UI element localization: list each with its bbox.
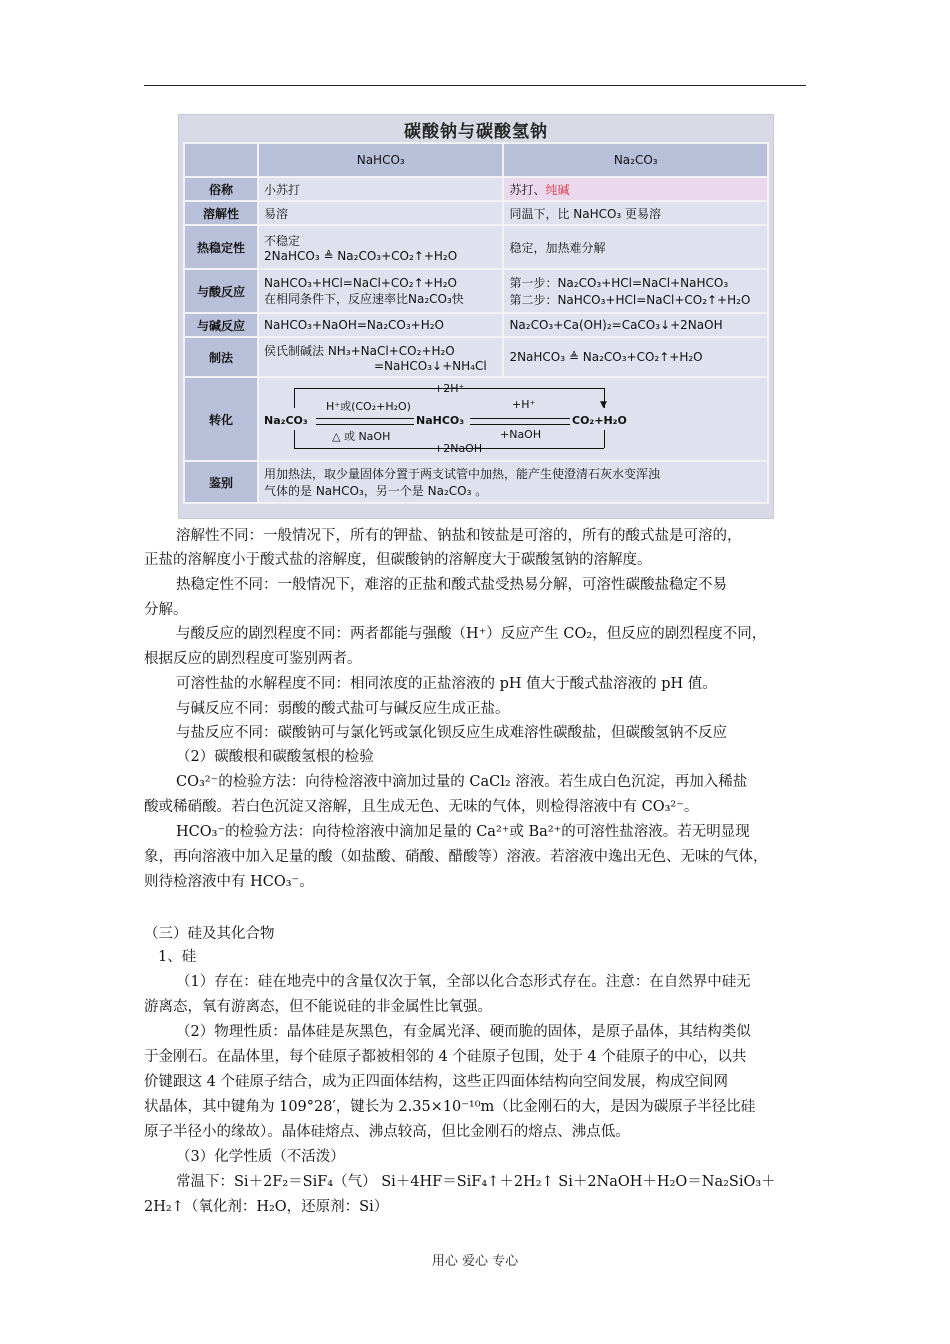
header-rule: [144, 85, 806, 86]
paragraph-line: 常温下：Si＋2F₂＝SiF₄（气） Si＋4HF＝SiF₄↑＋2H₂↑ Si＋2NaOH＋H₂O＝Na₂SiO₃＋: [176, 1174, 776, 1190]
paragraph-line: （1）存在：硅在地壳中的含量仅次于氧，全部以化合态形式存在。注意：在自然界中硅无: [176, 974, 751, 990]
table-cell: 小苏打: [258, 177, 503, 201]
row-header: 俗称: [184, 177, 258, 201]
arrow-label: +NaOH: [500, 428, 542, 441]
row-header: 转化: [184, 377, 258, 461]
row-header: 制法: [184, 337, 258, 377]
paragraph-line: 与碱反应不同：弱酸的酸式盐可与碱反应生成正盐。: [176, 701, 510, 717]
table-cell: Na₂CO₃+Ca(OH)₂=CaCO₃↓+2NaOH: [503, 313, 768, 337]
paragraph-line: （2）碳酸根和碳酸氢根的检验: [176, 749, 374, 765]
table-cell: 2NaHCO₃ ≜ Na₂CO₃+CO₂↑+H₂O: [503, 337, 768, 377]
paragraph-line: 价键跟这 4 个硅原子结合，成为正四面体结构，这些正四面体结构向空间发展，构成空间网: [144, 1074, 728, 1090]
paragraph-line: 热稳定性不同：一般情况下，难溶的正盐和酸式盐受热易分解，可溶性碳酸盐稳定不易: [176, 577, 727, 593]
paragraph-line: 溶解性不同：一般情况下，所有的钾盐、钠盐和铵盐是可溶的，所有的酸式盐是可溶的，: [176, 528, 742, 544]
table-cell: 易溶: [258, 201, 503, 225]
table-cell: 用加热法，取少量固体分置于两支试管中加热，能产生使澄清石灰水变浑浊 气体的是 NaHCO₃，另一个是 Na₂CO₃ 。: [258, 461, 768, 503]
arrow-label: +H⁺: [512, 398, 536, 411]
paragraph-line: （2）物理性质：晶体硅是灰黑色，有金属光泽、硬而脆的固体，是原子晶体，其结构类似: [176, 1024, 751, 1040]
page-footer: 用心 爱心 专心: [431, 1254, 519, 1269]
section-heading: （三）硅及其化合物: [144, 926, 275, 942]
row-header: 鉴别: [184, 461, 258, 503]
corner-cell: [184, 143, 258, 177]
arrow-head-icon: ▼: [600, 400, 607, 410]
conversion-diagram: [258, 377, 768, 461]
paragraph-line: 与酸反应的剧烈程度不同：两者都能与强酸（H⁺）反应产生 CO₂，但反应的剧烈程度不同，: [176, 626, 767, 642]
table-cell: NaHCO₃+NaOH=Na₂CO₃+H₂O: [258, 313, 503, 337]
node-co2-h2o: CO₂+H₂O: [572, 414, 627, 427]
paragraph-line: 于金刚石。在晶体里，每个硅原子都被相邻的 4 个硅原子包围，处于 4 个硅原子的中心，以共: [144, 1049, 747, 1065]
arrow-label: H⁺或(CO₂+H₂O): [326, 400, 411, 413]
paragraph-line: 象，再向溶液中加入足量的酸（如盐酸、硝酸、醋酸等）溶液。若溶液中逸出无色、无味的气体，: [144, 849, 768, 865]
col-header-na2co3: Na₂CO₃: [503, 143, 768, 177]
col-header-nahco3: NaHCO₃: [258, 143, 503, 177]
paragraph-line: 酸或稀硝酸。若白色沉淀又溶解，且生成无色、无味的气体，则检得溶液中有 CO₃²⁻。: [144, 799, 699, 815]
paragraph-line: 原子半径小的缘故）。晶体硅熔点、沸点较高，但比金刚石的熔点、沸点低。: [144, 1124, 630, 1140]
arrow-label-top: +2H⁺: [434, 382, 465, 395]
paragraph-line: 根据反应的剧烈程度可鉴别两者。: [144, 651, 362, 667]
arrow-label: △ 或 NaOH: [332, 430, 391, 443]
node-nahco3: NaHCO₃: [416, 414, 465, 427]
row-header: 热稳定性: [184, 225, 258, 269]
top-arrow-line: [294, 388, 604, 389]
comparison-table-image: [178, 114, 774, 519]
paragraph-line: 与盐反应不同：碳酸钠可与氯化钙或氯化钡反应生成难溶性碳酸盐，但碳酸氢钠不反应: [176, 725, 727, 741]
table-cell: 稳定，加热难分解: [503, 225, 768, 269]
table-cell: 同温下，比 NaHCO₃ 更易溶: [503, 201, 768, 225]
table-cell: 侯氏制碱法 NH₃+NaCl+CO₂+H₂O =NaHCO₃↓+NH₄Cl: [258, 337, 503, 377]
paragraph-line: 则待检溶液中有 HCO₃⁻。: [144, 874, 314, 890]
paragraph-line: 游离态，氧有游离态，但不能说硅的非金属性比氧强。: [144, 999, 492, 1015]
paragraph-line: 2H₂↑（氧化剂：H₂O，还原剂：Si）: [144, 1199, 389, 1215]
row-header: 与酸反应: [184, 269, 258, 313]
table-cell: 不稳定 2NaHCO₃ ≜ Na₂CO₃+CO₂↑+H₂O: [258, 225, 503, 269]
table-cell: 第一步：Na₂CO₃+HCl=NaCl+NaHCO₃ 第二步：NaHCO₃+HCl=NaCl+CO₂↑+H₂O: [503, 269, 768, 313]
row-header: 溶解性: [184, 201, 258, 225]
paragraph-line: 正盐的溶解度小于酸式盐的溶解度，但碳酸钠的溶解度大于碳酸氢钠的溶解度。: [144, 552, 652, 568]
node-na2co3: Na₂CO₃: [264, 414, 308, 427]
table-cell: NaHCO₃+HCl=NaCl+CO₂↑+H₂O 在相同条件下，反应速率比Na₂CO₃快: [258, 269, 503, 313]
paragraph-line: HCO₃⁻的检验方法：向待检溶液中滴加足量的 Ca²⁺或 Ba²⁺的可溶性盐溶液。若无明显现: [176, 824, 750, 840]
comparison-table: [183, 142, 769, 504]
subsection-heading: 1、硅: [158, 949, 197, 965]
paragraph-line: （3）化学性质（不活泼）: [176, 1149, 345, 1165]
paragraph-line: 分解。: [144, 602, 188, 618]
table-title: 碳酸钠与碳酸氢钠: [404, 122, 548, 142]
arrow-label-bottom: +2NaOH: [434, 442, 483, 455]
row-header: 与碱反应: [184, 313, 258, 337]
paragraph-line: CO₃²⁻的检验方法：向待检溶液中滴加过量的 CaCl₂ 溶液。若生成白色沉淀，再加入稀盐: [176, 774, 748, 790]
paragraph-line: 状晶体，其中键角为 109°28′，键长为 2.35×10⁻¹⁰m（比金刚石的大，是因为碳原子半径比硅: [144, 1099, 756, 1115]
table-cell: 苏打、纯碱: [503, 177, 768, 201]
paragraph-line: 可溶性盐的水解程度不同：相同浓度的正盐溶液的 pH 值大于酸式盐溶液的 pH 值。: [176, 676, 717, 692]
